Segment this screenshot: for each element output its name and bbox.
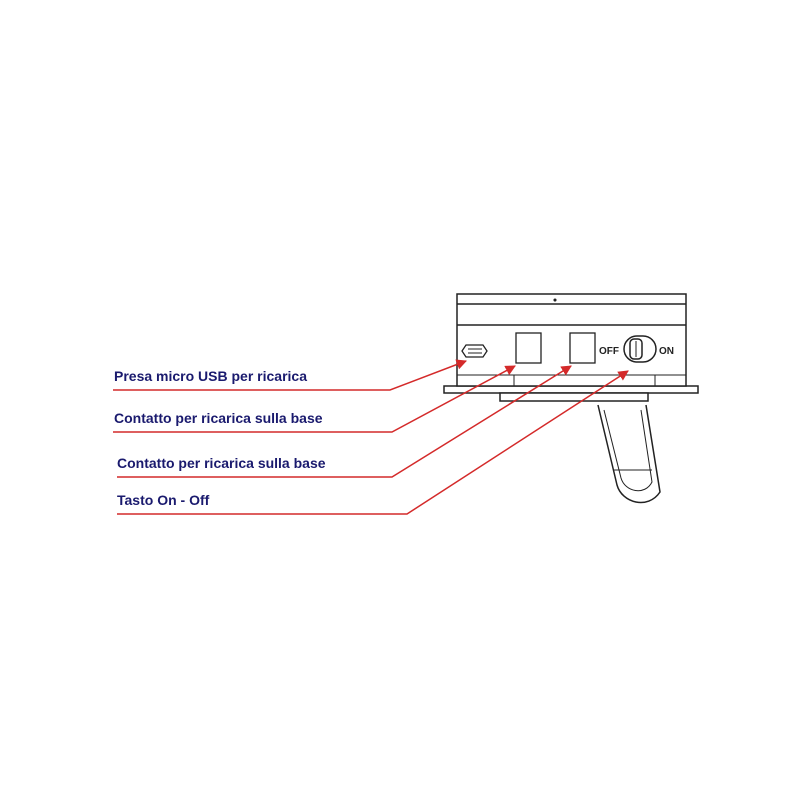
label-on-off-button: Tasto On - Off [117, 492, 210, 508]
charging-contact-1 [516, 333, 541, 363]
charging-contact-2 [570, 333, 595, 363]
switch-off-label: OFF [599, 346, 619, 357]
device-handle [598, 405, 660, 502]
usb-port-icon [462, 345, 487, 357]
label-charging-contact-2: Contatto per ricarica sulla base [117, 455, 326, 471]
switch-on-label: ON [659, 346, 674, 357]
label-charging-contact-1: Contatto per ricarica sulla base [114, 410, 323, 426]
device-base-plate [444, 386, 698, 401]
label-usb-port: Presa micro USB per ricarica [114, 368, 307, 384]
